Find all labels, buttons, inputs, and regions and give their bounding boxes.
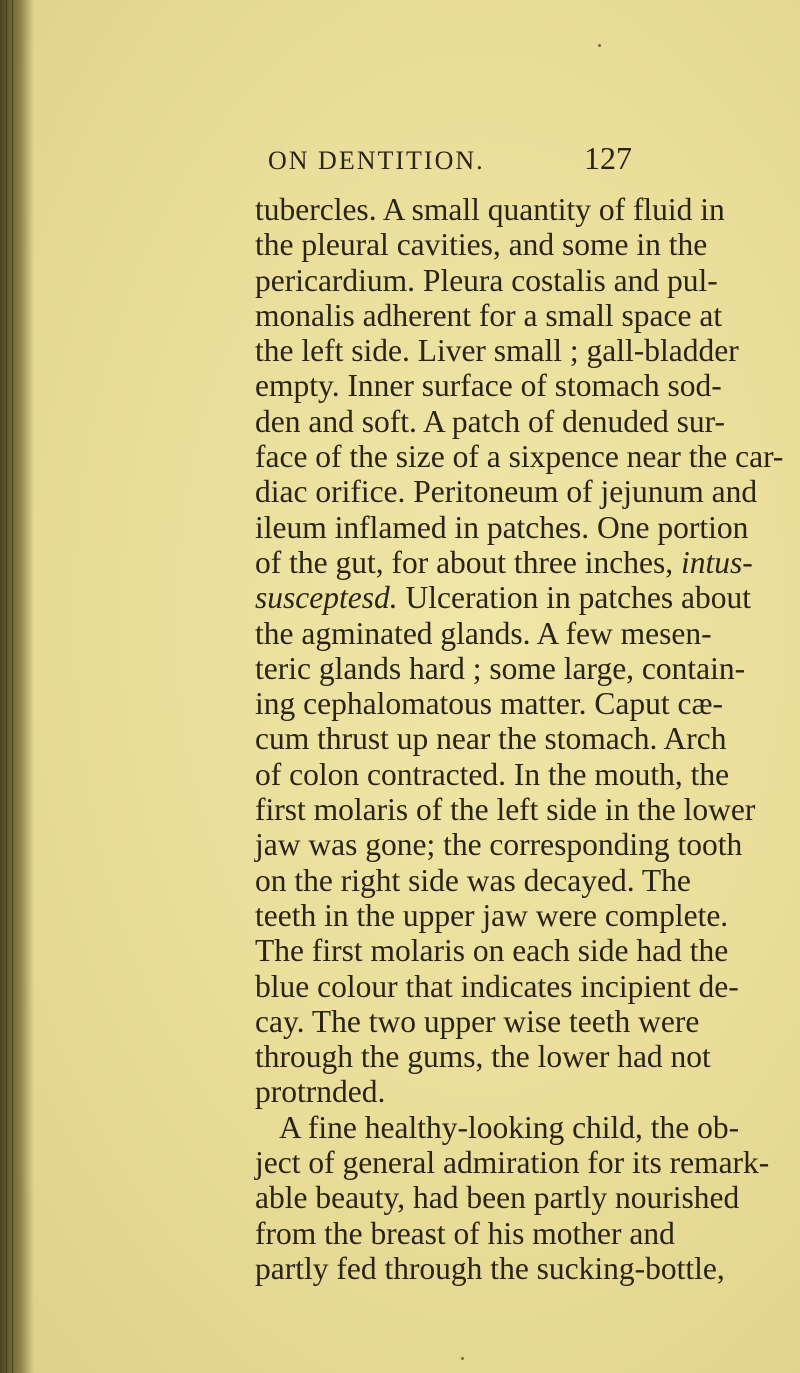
- running-head: ON DENTITION.: [268, 146, 485, 175]
- text-line: face of the size of a sixpence near the car-: [255, 439, 784, 475]
- text-line: teric glands hard ; some large, contain-: [255, 650, 746, 686]
- text-line: the agminated glands. A few mesen-: [255, 615, 712, 651]
- text-line: ileum inflamed in patches. One portion: [255, 509, 749, 545]
- text-line: The first molaris on each side had the: [255, 933, 729, 969]
- text-line: ject of general admiration for its remark-: [255, 1145, 770, 1181]
- page-number: 127: [584, 140, 632, 176]
- text-run: Ulceration in patches about: [397, 580, 751, 616]
- paper-speck: [598, 44, 601, 47]
- text-line: the left side. Liver small ; gall-bladder: [255, 333, 739, 369]
- text-line: jaw was gone; the corresponding tooth: [255, 827, 743, 863]
- text-line: monalis adherent for a small space at: [255, 297, 723, 333]
- italic-word: susceptesd.: [255, 580, 398, 616]
- text-line: from the breast of his mother and: [255, 1215, 675, 1251]
- text-line: the pleural cavities, and some in the: [255, 227, 708, 263]
- text-line-with-italic: [255, 544, 753, 580]
- text-line: tubercles. A small quantity of fluid in: [255, 192, 725, 227]
- text-line: partly fed through the sucking-bottle,: [255, 1250, 725, 1286]
- text-line: first molaris of the left side in the lower: [255, 792, 756, 828]
- text-line: den and soft. A patch of denuded sur-: [255, 403, 726, 439]
- text-line: pericardium. Pleura costalis and pul-: [255, 262, 718, 298]
- text-line: blue colour that indicates incipient de-: [255, 968, 739, 1004]
- text-line: A fine healthy-looking child, the ob-: [279, 1109, 740, 1145]
- body-text: [255, 192, 784, 1286]
- text-line: cum thrust up near the stomach. Arch: [255, 721, 727, 757]
- paper-speck: [461, 1357, 464, 1360]
- text-line-with-italic: [255, 580, 751, 616]
- gutter-edge-line: [12, 0, 13, 1373]
- text-line: protrnded.: [255, 1074, 386, 1110]
- text-line: cay. The two upper wise teeth were: [255, 1003, 700, 1039]
- text-line: able beauty, had been partly nourished: [255, 1180, 740, 1216]
- page-header: [0, 140, 800, 186]
- text-line: empty. Inner surface of stomach sod-: [255, 368, 722, 404]
- text-line: on the right side was decayed. The: [255, 862, 691, 898]
- text-run: of the gut, for about three inches,: [255, 544, 681, 580]
- text-line: teeth in the upper jaw were complete.: [255, 897, 729, 933]
- text-line: diac orifice. Peritoneum of jejunum and: [255, 474, 758, 510]
- text-line: ing cephalomatous matter. Caput cæ-: [255, 686, 724, 722]
- text-line: through the gums, the lower had not: [255, 1039, 711, 1075]
- italic-word: intus-: [681, 544, 753, 580]
- gutter-edge-line: [6, 0, 7, 1373]
- text-line: of colon contracted. In the mouth, the: [255, 756, 730, 792]
